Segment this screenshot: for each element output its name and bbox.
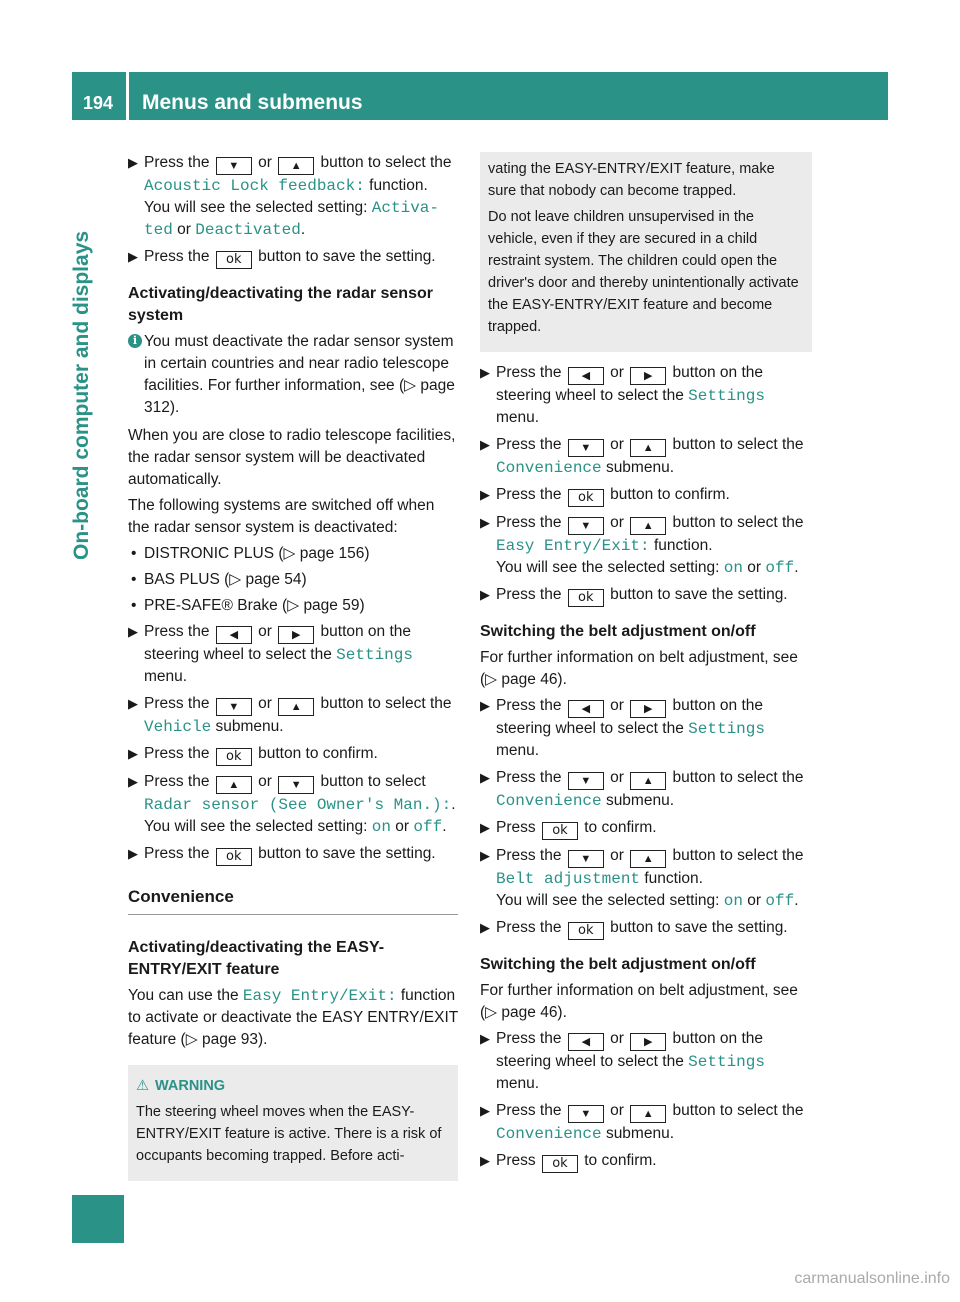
step-select-belt-adjustment: ▶ Press the ▼ or ▲ button to select the Belt adjustment function. You will see the selected setting: on or off. bbox=[480, 847, 804, 910]
menu-settings: Settings bbox=[688, 1053, 765, 1071]
step-arrow-icon: ▶ bbox=[480, 848, 490, 863]
step-confirm: ▶ Press the ok button to confirm. bbox=[128, 745, 378, 764]
menu-convenience: Convenience bbox=[496, 459, 602, 477]
step-arrow-icon: ▶ bbox=[480, 515, 490, 530]
step-arrow-icon: ▶ bbox=[480, 770, 490, 785]
step-arrow-icon: ▶ bbox=[480, 487, 490, 502]
down-key-icon: ▼ bbox=[216, 698, 252, 716]
page-ref-icon: ▷ bbox=[404, 377, 417, 394]
section-convenience: Convenience bbox=[128, 886, 458, 915]
option-on: on bbox=[371, 818, 391, 836]
page-ref-icon: ▷ bbox=[287, 597, 300, 614]
paragraph-easy-entry: You can use the Easy Entry/Exit: function to activate or deactivate the EASY ENTRY/EXIT feature (▷ page 93). bbox=[128, 987, 458, 1048]
warning-title: ⚠ WARNING bbox=[136, 1078, 226, 1094]
ok-key-icon: ok bbox=[568, 489, 604, 507]
warning-text: The steering wheel moves when the EASY-ENTRY/EXIT feature is active. There is a risk of occupants becoming trapped. Before acti- bbox=[136, 1104, 442, 1164]
menu-acoustic-lock-feedback: Acoustic Lock feedback: bbox=[144, 177, 365, 195]
right-key-icon: ▶ bbox=[630, 700, 666, 718]
list-item: • PRE-SAFE® Brake (▷ page 59) bbox=[128, 595, 458, 617]
ok-key-icon: ok bbox=[568, 589, 604, 607]
step-confirm: ▶ Press the ok button to confirm. bbox=[480, 486, 730, 505]
step-select-vehicle-submenu: ▶ Press the ▼ or ▲ button to select the Vehicle submenu. bbox=[128, 695, 452, 736]
step-select-convenience-submenu: ▶ Press the ▼ or ▲ button to select the Convenience submenu. bbox=[480, 769, 804, 810]
footer-watermark: carmanualsonline.info bbox=[794, 1270, 950, 1287]
option-off: off bbox=[765, 892, 795, 910]
option-off: off bbox=[765, 559, 795, 577]
header-divider bbox=[126, 72, 129, 120]
chapter-side-block bbox=[72, 1195, 124, 1243]
step-arrow-icon: ▶ bbox=[480, 587, 490, 602]
option-activated: Activa-ted bbox=[144, 199, 439, 239]
step-arrow-icon: ▶ bbox=[128, 846, 138, 861]
paragraph-radio-telescope: When you are close to radio telescope facilities, the radar sensor system will be deactivated automatically. bbox=[128, 427, 456, 488]
bullet-icon: • bbox=[131, 545, 137, 562]
right-column bbox=[480, 152, 812, 1178]
heading-easy-entry: Activating/deactivating the EASY-ENTRY/EXIT feature bbox=[128, 939, 385, 978]
heading-belt-adjustment: Switching the belt adjustment on/off bbox=[480, 956, 756, 973]
page-title: Menus and submenus bbox=[142, 91, 363, 114]
menu-vehicle: Vehicle bbox=[144, 718, 212, 736]
step-arrow-icon: ▶ bbox=[480, 920, 490, 935]
chapter-side-label: On-board computer and displays bbox=[70, 230, 93, 560]
up-key-icon: ▲ bbox=[630, 772, 666, 790]
option-on: on bbox=[723, 559, 743, 577]
step-arrow-icon: ▶ bbox=[480, 1153, 490, 1168]
step-confirm: ▶ Press ok to confirm. bbox=[480, 1152, 657, 1171]
right-key-icon: ▶ bbox=[630, 1033, 666, 1051]
step-select-convenience-submenu: ▶ Press the ▼ or ▲ button to select the Convenience submenu. bbox=[480, 1102, 804, 1143]
paragraph-systems-off: The following systems are switched off when the radar sensor system is deactivated: bbox=[128, 497, 435, 536]
list-item: • BAS PLUS (▷ page 54) bbox=[128, 569, 458, 591]
menu-convenience: Convenience bbox=[496, 1125, 602, 1143]
down-key-icon: ▼ bbox=[216, 157, 252, 175]
menu-easy-entry-exit: Easy Entry/Exit: bbox=[242, 987, 397, 1005]
step-select-settings-menu: ▶ Press the ◀ or ▶ button on the steering wheel to select the Settings menu. bbox=[480, 697, 765, 759]
up-key-icon: ▲ bbox=[630, 439, 666, 457]
left-column bbox=[128, 152, 458, 1181]
step-arrow-icon: ▶ bbox=[128, 774, 138, 789]
menu-settings: Settings bbox=[336, 646, 413, 664]
heading-belt-adjustment: Switching the belt adjustment on/off bbox=[480, 623, 756, 640]
step-select-settings-menu: ▶ Press the ◀ or ▶ button on the steering wheel to select the Settings menu. bbox=[480, 364, 765, 426]
step-arrow-icon: ▶ bbox=[480, 1103, 490, 1118]
page-ref-icon: ▷ bbox=[485, 671, 498, 688]
step-arrow-icon: ▶ bbox=[128, 696, 138, 711]
step-select-settings-menu: ▶ Press the ◀ or ▶ button on the steering wheel to select the Settings menu. bbox=[480, 1030, 765, 1092]
up-key-icon: ▲ bbox=[630, 517, 666, 535]
step-arrow-icon: ▶ bbox=[480, 437, 490, 452]
menu-belt-adjustment: Belt adjustment bbox=[496, 870, 641, 888]
ok-key-icon: ok bbox=[216, 748, 252, 766]
bullet-icon: • bbox=[131, 597, 137, 614]
right-key-icon: ▶ bbox=[278, 626, 314, 644]
left-key-icon: ◀ bbox=[568, 1033, 604, 1051]
down-key-icon: ▼ bbox=[278, 776, 314, 794]
menu-settings: Settings bbox=[688, 387, 765, 405]
step-select-acoustic-lock: ▶ Press the ▼ or ▲ button to select the Acoustic Lock feedback: function. You will see the selected setting: Activa-ted or Deactivated. bbox=[128, 154, 452, 239]
heading-radar-sensor: Activating/deactivating the radar sensor system bbox=[128, 285, 433, 324]
step-select-radar-sensor: ▶ Press the ▲ or ▼ button to select Radar sensor (See Owner's Man.):. You will see the selected setting: on or off. bbox=[128, 773, 456, 836]
left-key-icon: ◀ bbox=[568, 700, 604, 718]
step-save-setting: ▶ Press the ok button to save the setting. bbox=[128, 845, 436, 864]
step-save-setting: ▶ Press the ok button to save the setting. bbox=[128, 248, 436, 267]
bullet-icon: • bbox=[131, 571, 137, 588]
option-deactivated: Deactivated bbox=[195, 221, 301, 239]
step-select-easy-entry: ▶ Press the ▼ or ▲ button to select the Easy Entry/Exit: function. You will see the selected setting: on or off. bbox=[480, 514, 804, 577]
down-key-icon: ▼ bbox=[568, 517, 604, 535]
up-key-icon: ▲ bbox=[630, 1105, 666, 1123]
step-arrow-icon: ▶ bbox=[128, 746, 138, 761]
page-ref-icon: ▷ bbox=[485, 1004, 498, 1021]
step-arrow-icon: ▶ bbox=[480, 820, 490, 835]
ok-key-icon: ok bbox=[216, 848, 252, 866]
down-key-icon: ▼ bbox=[568, 1105, 604, 1123]
step-arrow-icon: ▶ bbox=[480, 365, 490, 380]
step-arrow-icon: ▶ bbox=[128, 624, 138, 639]
option-off: off bbox=[413, 818, 443, 836]
page-ref: page 312). bbox=[144, 377, 455, 416]
step-arrow-icon: ▶ bbox=[128, 155, 138, 170]
down-key-icon: ▼ bbox=[568, 439, 604, 457]
step-save-setting: ▶ Press the ok button to save the setting. bbox=[480, 919, 788, 938]
down-key-icon: ▼ bbox=[568, 850, 604, 868]
list-item: • DISTRONIC PLUS (▷ page 156) bbox=[128, 543, 458, 565]
info-note-radar: i You must deactivate the radar sensor system in certain countries and near radio telescope facilities. For further information, see (▷ page 312). bbox=[128, 331, 458, 419]
ok-key-icon: ok bbox=[216, 251, 252, 269]
info-icon: i bbox=[128, 334, 142, 348]
option-on: on bbox=[723, 892, 743, 910]
paragraph-belt-info: For further information on belt adjustment, see (▷ page 46). bbox=[480, 982, 798, 1021]
up-key-icon: ▲ bbox=[630, 850, 666, 868]
menu-easy-entry-exit: Easy Entry/Exit: bbox=[496, 537, 650, 555]
menu-radar-sensor: Radar sensor (See Owner's Man.): bbox=[144, 796, 452, 814]
step-select-settings-menu: ▶ Press the ◀ or ▶ button on the steering wheel to select the Settings menu. bbox=[128, 623, 413, 685]
up-key-icon: ▲ bbox=[278, 698, 314, 716]
page-ref-icon: ▷ bbox=[229, 571, 242, 588]
down-key-icon: ▼ bbox=[568, 772, 604, 790]
ok-key-icon: ok bbox=[542, 1155, 578, 1173]
page-ref-icon: ▷ bbox=[185, 1031, 198, 1048]
left-key-icon: ◀ bbox=[568, 367, 604, 385]
warning-box-continued bbox=[480, 152, 812, 352]
ok-key-icon: ok bbox=[568, 922, 604, 940]
page-number: 194 bbox=[82, 93, 114, 113]
right-key-icon: ▶ bbox=[630, 367, 666, 385]
menu-settings: Settings bbox=[688, 720, 765, 738]
warning-text: Do not leave children unsupervised in the vehicle, even if they are secured in a child restraint system. The children could open the driver's door and thereby unintentionally activate the EASY-ENTRY/EXIT feature and become trapped. bbox=[488, 209, 799, 335]
page-ref-icon: ▷ bbox=[283, 545, 296, 562]
warning-box bbox=[128, 1065, 458, 1181]
warning-text: vating the EASY-ENTRY/EXIT feature, make sure that nobody can become trapped. bbox=[488, 161, 775, 199]
step-select-convenience-submenu: ▶ Press the ▼ or ▲ button to select the Convenience submenu. bbox=[480, 436, 804, 477]
menu-convenience: Convenience bbox=[496, 792, 602, 810]
warning-icon: ⚠ bbox=[136, 1078, 149, 1094]
step-confirm: ▶ Press ok to confirm. bbox=[480, 819, 657, 838]
left-key-icon: ◀ bbox=[216, 626, 252, 644]
step-arrow-icon: ▶ bbox=[480, 698, 490, 713]
up-key-icon: ▲ bbox=[278, 157, 314, 175]
up-key-icon: ▲ bbox=[216, 776, 252, 794]
step-arrow-icon: ▶ bbox=[128, 249, 138, 264]
ok-key-icon: ok bbox=[542, 822, 578, 840]
step-save-setting: ▶ Press the ok button to save the setting. bbox=[480, 586, 788, 605]
step-arrow-icon: ▶ bbox=[480, 1031, 490, 1046]
paragraph-belt-info: For further information on belt adjustment, see (▷ page 46). bbox=[480, 649, 798, 688]
